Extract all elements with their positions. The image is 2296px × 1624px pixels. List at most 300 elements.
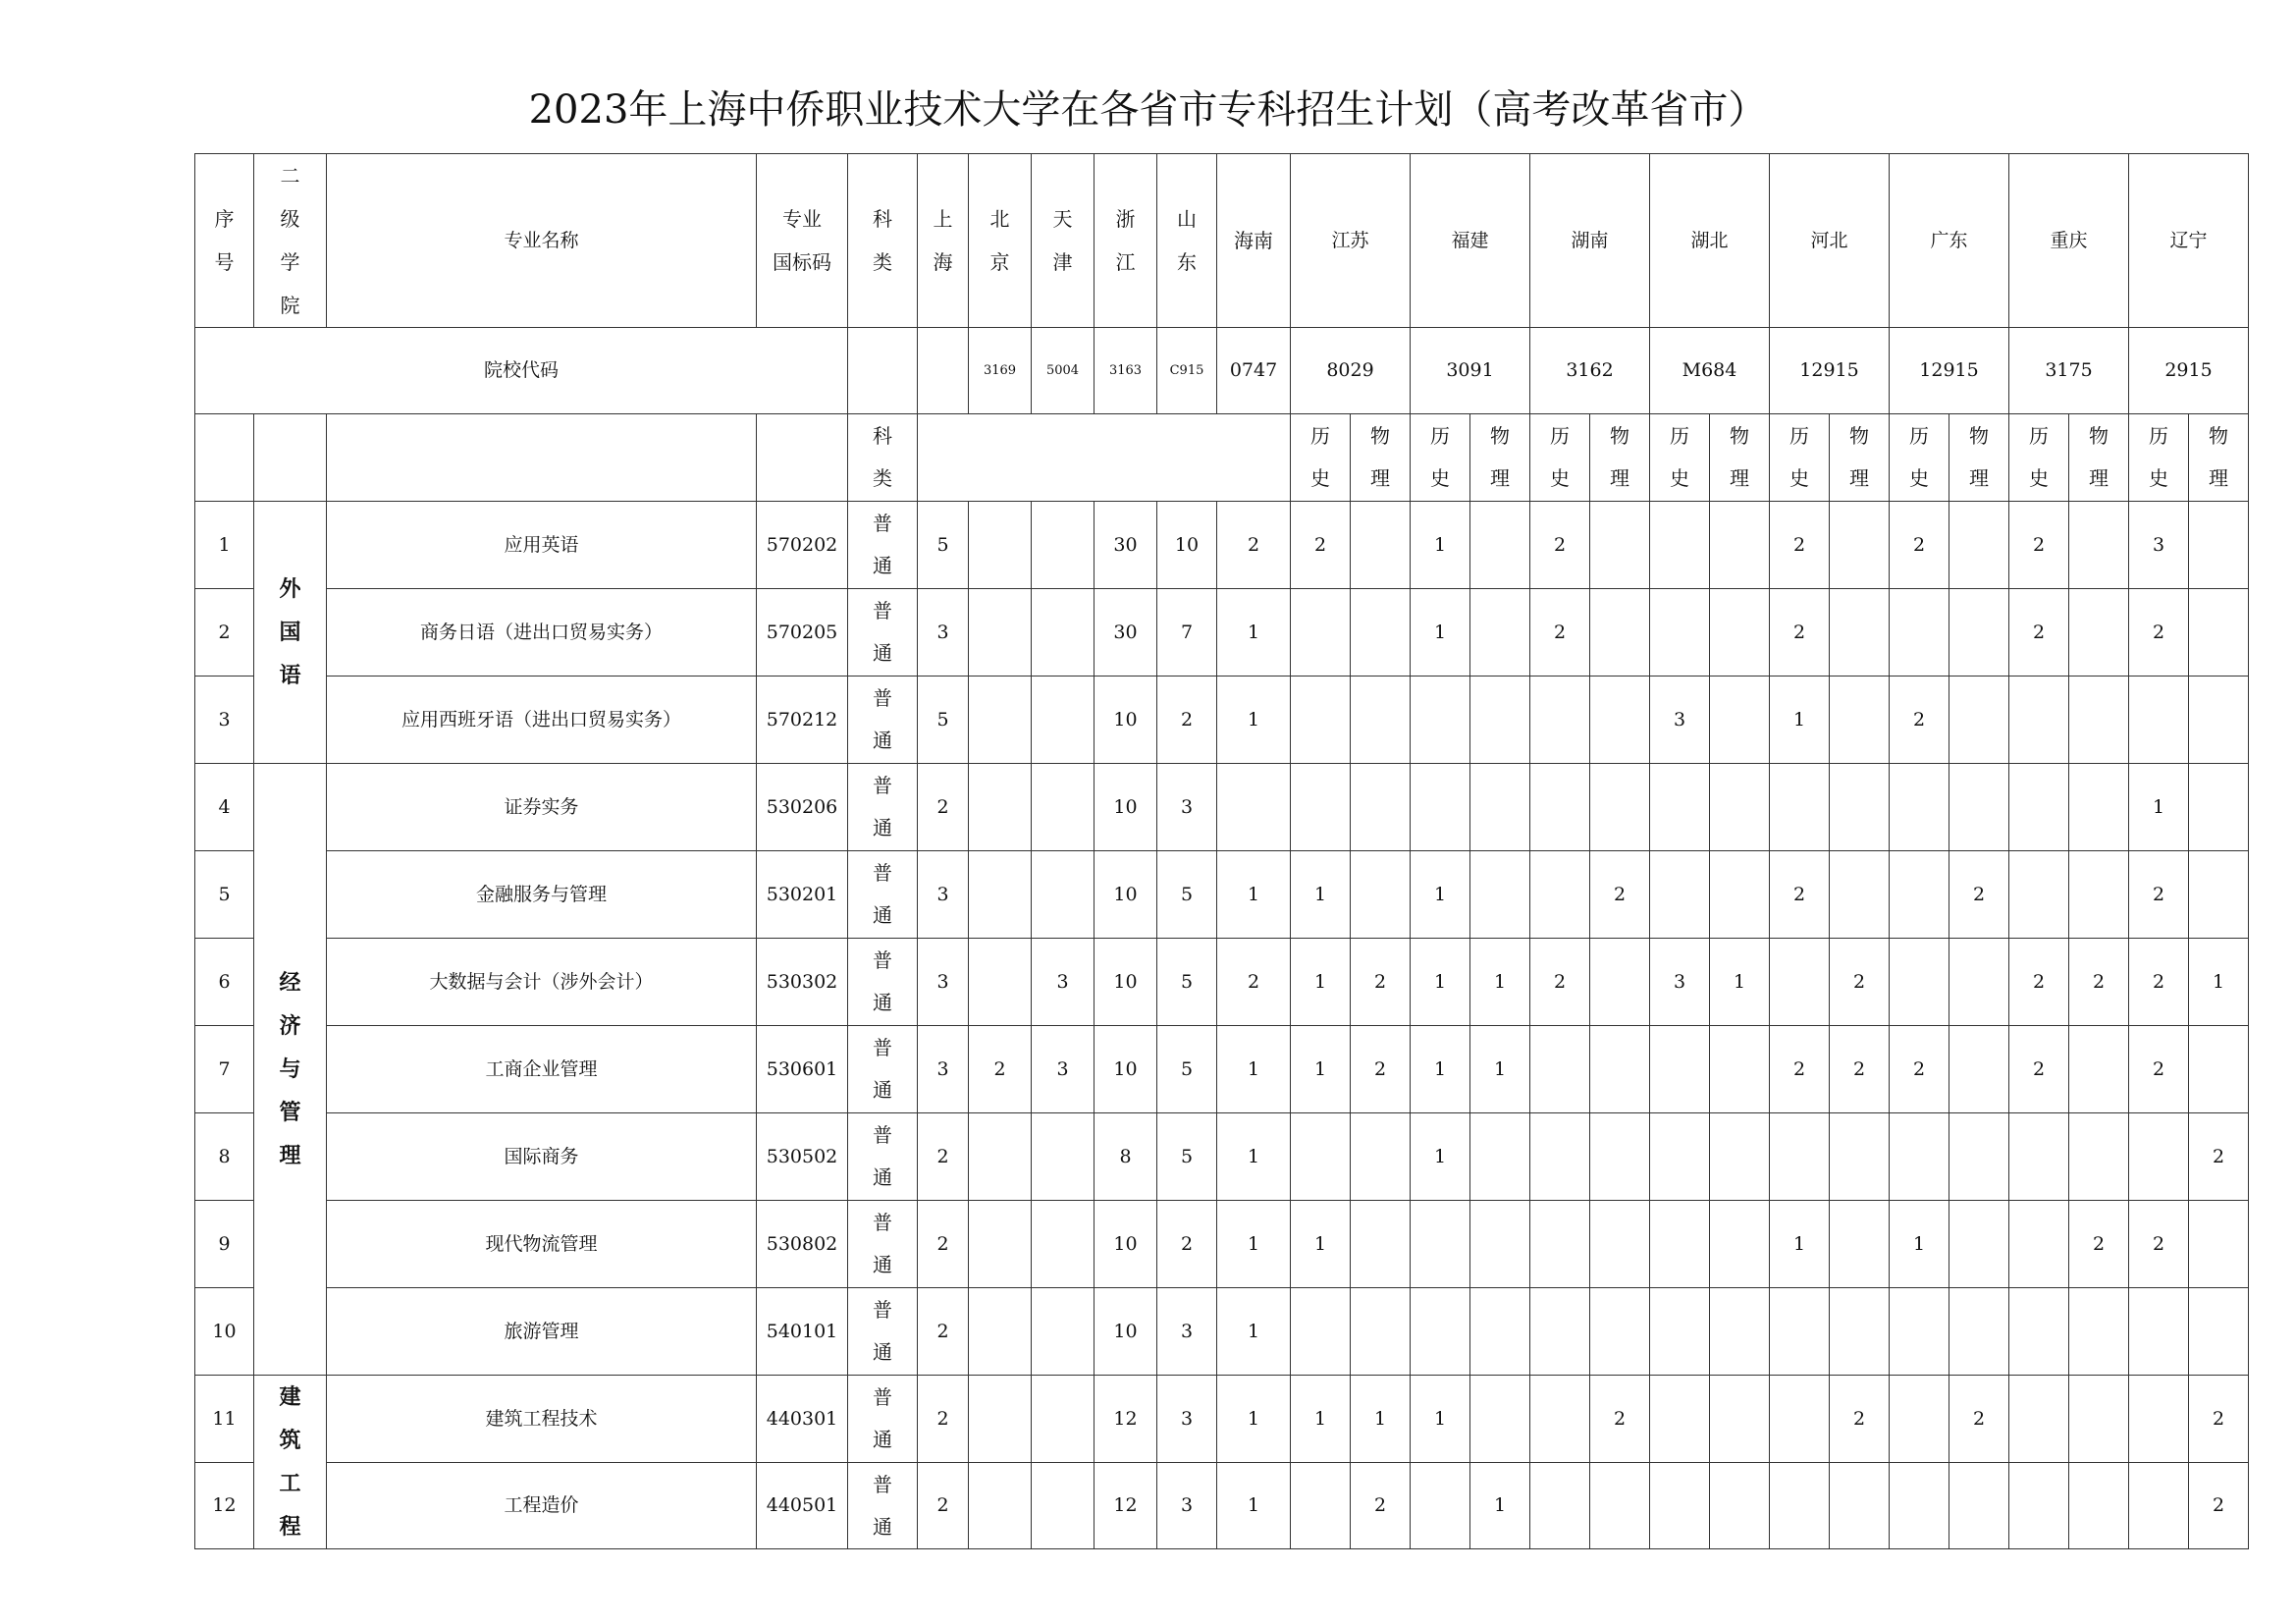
quota-cell [1770, 764, 1830, 851]
quota-cell: 2 [1351, 1463, 1411, 1549]
quota-cell [1710, 589, 1770, 677]
table-row [195, 1463, 2249, 1549]
header-province: 辽宁 [2129, 154, 2249, 328]
quota-cell [1949, 939, 2009, 1026]
school-code: 3163 [1095, 328, 1157, 414]
quota-cell: 3 [918, 851, 969, 939]
quota-cell [1890, 1376, 1949, 1463]
quota-cell [1032, 851, 1095, 939]
quota-cell [1032, 1288, 1095, 1376]
quota-cell [1770, 939, 1830, 1026]
quota-cell [2129, 1288, 2189, 1376]
school-code-cell [848, 328, 918, 414]
header-history: 历 史 [1291, 414, 1351, 502]
quota-cell [1351, 1288, 1411, 1376]
quota-cell: 12 [1095, 1376, 1157, 1463]
quota-cell [1830, 589, 1890, 677]
quota-cell [2009, 851, 2069, 939]
row-number: 10 [195, 1288, 254, 1376]
header-physics: 物 理 [1949, 414, 2009, 502]
quota-cell [1770, 1463, 1830, 1549]
quota-cell [1830, 502, 1890, 589]
header-major: 专业名称 [327, 154, 757, 328]
major-name: 应用英语 [327, 502, 757, 589]
row-number: 8 [195, 1113, 254, 1201]
row-number: 6 [195, 939, 254, 1026]
quota-cell: 2 [918, 1113, 969, 1201]
school-code: 12915 [1890, 328, 2009, 414]
quota-cell: 2 [1830, 1026, 1890, 1113]
row-number: 2 [195, 589, 254, 677]
header-college: 二 级 学 院 [254, 154, 327, 328]
quota-cell: 2 [918, 1463, 969, 1549]
quota-cell [2069, 1463, 2129, 1549]
school-code: 3175 [2009, 328, 2129, 414]
major-code: 530302 [757, 939, 848, 1026]
header-history: 历 史 [2009, 414, 2069, 502]
table-row [195, 1376, 2249, 1463]
quota-cell: 2 [1157, 1201, 1217, 1288]
quota-cell: 1 [1411, 589, 1470, 677]
quota-cell: 2 [1770, 589, 1830, 677]
quota-cell: 2 [2129, 1026, 2189, 1113]
quota-cell: 2 [1830, 939, 1890, 1026]
quota-cell [2069, 589, 2129, 677]
quota-cell [1710, 764, 1770, 851]
quota-cell [1470, 1113, 1530, 1201]
quota-cell: 3 [1157, 1376, 1217, 1463]
quota-cell [1291, 1113, 1351, 1201]
blank-cell [254, 414, 327, 502]
header-physics: 物 理 [1470, 414, 1530, 502]
header-history: 历 史 [1530, 414, 1590, 502]
quota-cell [1470, 677, 1530, 764]
quota-cell: 2 [2009, 502, 2069, 589]
major-name: 建筑工程技术 [327, 1376, 757, 1463]
major-name: 金融服务与管理 [327, 851, 757, 939]
quota-cell [1890, 939, 1949, 1026]
quota-cell: 1 [1770, 677, 1830, 764]
quota-cell: 12 [1095, 1463, 1157, 1549]
quota-cell [1032, 502, 1095, 589]
category: 普 通 [848, 677, 918, 764]
table-row [195, 764, 2249, 851]
quota-cell [2009, 677, 2069, 764]
quota-cell: 5 [1157, 851, 1217, 939]
quota-cell [1351, 502, 1411, 589]
major-name: 应用西班牙语（进出口贸易实务） [327, 677, 757, 764]
quota-cell: 5 [1157, 1113, 1217, 1201]
quota-cell: 2 [1530, 502, 1590, 589]
quota-cell: 10 [1095, 939, 1157, 1026]
quota-cell [1470, 1288, 1530, 1376]
quota-cell [1351, 589, 1411, 677]
quota-cell [2129, 1463, 2189, 1549]
quota-cell: 1 [1217, 1026, 1291, 1113]
header-physics: 物 理 [2069, 414, 2129, 502]
header-province: 河北 [1770, 154, 1890, 328]
quota-cell: 3 [1157, 1463, 1217, 1549]
quota-cell: 1 [1217, 851, 1291, 939]
quota-cell [2009, 1113, 2069, 1201]
header-province: 天 津 [1032, 154, 1095, 328]
quota-cell [2189, 677, 2249, 764]
quota-cell [1530, 764, 1590, 851]
major-code: 530802 [757, 1201, 848, 1288]
quota-cell [1710, 1201, 1770, 1288]
quota-cell [1830, 851, 1890, 939]
major-name: 证券实务 [327, 764, 757, 851]
quota-cell: 2 [1770, 851, 1830, 939]
quota-cell [1770, 1288, 1830, 1376]
quota-cell: 2 [2069, 1201, 2129, 1288]
quota-cell [1470, 764, 1530, 851]
quota-cell: 2 [2129, 1201, 2189, 1288]
major-code: 570202 [757, 502, 848, 589]
quota-cell: 1 [1411, 502, 1470, 589]
quota-cell [1032, 1201, 1095, 1288]
quota-cell: 1 [1351, 1376, 1411, 1463]
quota-cell [1590, 764, 1650, 851]
quota-cell [1530, 677, 1590, 764]
school-code: 3162 [1530, 328, 1650, 414]
quota-cell [1949, 1463, 2009, 1549]
quota-cell: 7 [1157, 589, 1217, 677]
quota-cell [1411, 764, 1470, 851]
quota-cell [1530, 1376, 1590, 1463]
quota-cell: 2 [1351, 1026, 1411, 1113]
quota-cell: 1 [1217, 589, 1291, 677]
quota-cell [1530, 1463, 1590, 1549]
quota-cell [969, 589, 1032, 677]
table-row [195, 939, 2249, 1026]
quota-cell [1650, 1288, 1710, 1376]
quota-cell [1710, 1026, 1770, 1113]
quota-cell [1710, 851, 1770, 939]
header-physics: 物 理 [1830, 414, 1890, 502]
quota-cell: 3 [1650, 939, 1710, 1026]
quota-cell [2069, 764, 2129, 851]
quota-cell [2009, 764, 2069, 851]
blank-cell [327, 414, 757, 502]
quota-cell: 2 [2129, 939, 2189, 1026]
quota-cell [1590, 1463, 1650, 1549]
school-code: C915 [1157, 328, 1217, 414]
quota-cell [1590, 1201, 1650, 1288]
quota-cell: 2 [1157, 677, 1217, 764]
quota-cell [1650, 764, 1710, 851]
quota-cell [1291, 1463, 1351, 1549]
quota-cell: 2 [2069, 939, 2129, 1026]
quota-cell: 2 [1949, 851, 2009, 939]
quota-cell: 1 [1411, 1376, 1470, 1463]
quota-cell: 2 [918, 1288, 969, 1376]
quota-cell: 3 [918, 1026, 969, 1113]
quota-cell [1032, 589, 1095, 677]
major-code: 530502 [757, 1113, 848, 1201]
quota-cell [2189, 851, 2249, 939]
quota-cell [969, 1288, 1032, 1376]
quota-cell [1032, 1113, 1095, 1201]
major-name: 工程造价 [327, 1463, 757, 1549]
quota-cell [1411, 1288, 1470, 1376]
quota-cell: 2 [918, 764, 969, 851]
quota-cell: 2 [969, 1026, 1032, 1113]
major-name: 旅游管理 [327, 1288, 757, 1376]
quota-cell: 1 [1217, 1201, 1291, 1288]
quota-cell [2069, 502, 2129, 589]
school-code: M684 [1650, 328, 1770, 414]
quota-cell [1710, 1376, 1770, 1463]
quota-cell [2189, 764, 2249, 851]
quota-cell [969, 1113, 1032, 1201]
quota-cell [1217, 764, 1291, 851]
header-province: 福建 [1411, 154, 1530, 328]
major-code: 570212 [757, 677, 848, 764]
quota-cell [2189, 589, 2249, 677]
quota-cell [1949, 502, 2009, 589]
quota-cell [1032, 677, 1095, 764]
quota-cell [1710, 1288, 1770, 1376]
quota-cell [1351, 851, 1411, 939]
quota-cell [2009, 1463, 2069, 1549]
quota-cell: 3 [2129, 502, 2189, 589]
table-row [195, 677, 2249, 764]
row-number: 5 [195, 851, 254, 939]
quota-cell [969, 502, 1032, 589]
quota-cell: 2 [2189, 1463, 2249, 1549]
quota-cell [1590, 677, 1650, 764]
major-name: 工商企业管理 [327, 1026, 757, 1113]
quota-cell [2189, 1201, 2249, 1288]
quota-cell: 10 [1095, 677, 1157, 764]
quota-cell [1830, 764, 1890, 851]
quota-cell [1351, 764, 1411, 851]
quota-cell [1710, 677, 1770, 764]
quota-cell [1411, 1463, 1470, 1549]
quota-cell [1949, 1288, 2009, 1376]
quota-cell [1291, 589, 1351, 677]
quota-cell [1411, 1201, 1470, 1288]
quota-cell [1710, 502, 1770, 589]
header-history: 历 史 [1890, 414, 1949, 502]
quota-cell [1351, 1201, 1411, 1288]
header-code: 专业 国标码 [757, 154, 848, 328]
quota-cell [1830, 1201, 1890, 1288]
quota-cell: 2 [1351, 939, 1411, 1026]
quota-cell: 30 [1095, 502, 1157, 589]
category: 普 通 [848, 589, 918, 677]
quota-cell [2069, 1026, 2129, 1113]
quota-cell: 2 [918, 1376, 969, 1463]
header-seq: 序 号 [195, 154, 254, 328]
quota-cell: 3 [1157, 764, 1217, 851]
quota-cell [1710, 1113, 1770, 1201]
quota-cell [2009, 1201, 2069, 1288]
quota-cell: 2 [1770, 1026, 1830, 1113]
quota-cell [1890, 1113, 1949, 1201]
college-foreign-languages: 外 国 语 [254, 502, 327, 764]
quota-cell: 5 [918, 502, 969, 589]
quota-cell [2069, 677, 2129, 764]
quota-cell [2069, 1113, 2129, 1201]
quota-cell: 1 [1217, 1463, 1291, 1549]
row-number: 12 [195, 1463, 254, 1549]
header-physics: 物 理 [1710, 414, 1770, 502]
quota-cell: 2 [1530, 589, 1590, 677]
quota-cell: 10 [1095, 1026, 1157, 1113]
school-code: 12915 [1770, 328, 1890, 414]
quota-cell [1710, 1463, 1770, 1549]
quota-cell: 1 [1217, 1288, 1291, 1376]
header-history: 历 史 [2129, 414, 2189, 502]
quota-cell [1890, 1288, 1949, 1376]
major-name: 现代物流管理 [327, 1201, 757, 1288]
header-category: 科 类 [848, 154, 918, 328]
quota-cell [1530, 1201, 1590, 1288]
header-province: 海南 [1217, 154, 1291, 328]
quota-cell: 3 [918, 589, 969, 677]
quota-cell [1470, 589, 1530, 677]
quota-cell [1949, 764, 2009, 851]
quota-cell [1032, 764, 1095, 851]
quota-cell [1650, 502, 1710, 589]
quota-cell [1032, 1376, 1095, 1463]
category: 普 通 [848, 1463, 918, 1549]
quota-cell [2129, 677, 2189, 764]
quota-cell [1890, 1463, 1949, 1549]
enrollment-plan-table [194, 153, 2249, 1549]
quota-cell: 2 [1590, 1376, 1650, 1463]
quota-cell: 1 [1770, 1201, 1830, 1288]
header-province: 山 东 [1157, 154, 1217, 328]
quota-cell [1291, 677, 1351, 764]
quota-cell: 10 [1095, 1201, 1157, 1288]
quota-cell [2189, 1026, 2249, 1113]
quota-cell: 8 [1095, 1113, 1157, 1201]
quota-cell: 1 [2189, 939, 2249, 1026]
college-economics-management: 经 济 与 管 理 [254, 764, 327, 1376]
quota-cell: 30 [1095, 589, 1157, 677]
major-code: 440501 [757, 1463, 848, 1549]
quota-cell: 1 [1291, 1026, 1351, 1113]
quota-cell: 2 [1890, 502, 1949, 589]
category: 普 通 [848, 502, 918, 589]
quota-cell: 3 [1157, 1288, 1217, 1376]
header-province: 重庆 [2009, 154, 2129, 328]
quota-cell: 2 [1530, 939, 1590, 1026]
quota-cell [1830, 677, 1890, 764]
quota-cell: 10 [1095, 851, 1157, 939]
quota-cell: 2 [2129, 589, 2189, 677]
quota-cell [969, 1376, 1032, 1463]
quota-cell: 1 [1217, 677, 1291, 764]
quota-cell [1590, 589, 1650, 677]
quota-cell: 1 [1411, 851, 1470, 939]
quota-cell: 1 [1411, 1026, 1470, 1113]
quota-cell [1590, 1288, 1650, 1376]
quota-cell: 1 [1411, 939, 1470, 1026]
table-row [195, 1288, 2249, 1376]
quota-cell [1590, 939, 1650, 1026]
quota-cell [1650, 1376, 1710, 1463]
quota-cell: 1 [1291, 851, 1351, 939]
quota-cell [2189, 1288, 2249, 1376]
table-row [195, 851, 2249, 939]
quota-cell: 1 [1217, 1113, 1291, 1201]
quota-cell [969, 939, 1032, 1026]
school-code: 3091 [1411, 328, 1530, 414]
quota-cell [1770, 1376, 1830, 1463]
school-code: 3169 [969, 328, 1032, 414]
quota-cell: 1 [1291, 939, 1351, 1026]
quota-cell [1032, 1463, 1095, 1549]
quota-cell [1411, 677, 1470, 764]
header-history: 历 史 [1770, 414, 1830, 502]
row-number: 11 [195, 1376, 254, 1463]
quota-cell [1351, 1113, 1411, 1201]
major-code: 530201 [757, 851, 848, 939]
quota-cell: 1 [1291, 1201, 1351, 1288]
quota-cell [969, 1201, 1032, 1288]
category: 普 通 [848, 1113, 918, 1201]
quota-cell: 10 [1157, 502, 1217, 589]
table-row [195, 1113, 2249, 1201]
quota-cell: 2 [1217, 502, 1291, 589]
quota-cell [1530, 1288, 1590, 1376]
quota-cell [1890, 764, 1949, 851]
category: 普 通 [848, 1288, 918, 1376]
row-number: 1 [195, 502, 254, 589]
school-code [918, 328, 969, 414]
quota-cell [2009, 1376, 2069, 1463]
category: 普 通 [848, 1201, 918, 1288]
school-code: 5004 [1032, 328, 1095, 414]
quota-cell [2069, 1376, 2129, 1463]
header-province: 广东 [1890, 154, 2009, 328]
quota-cell [1650, 589, 1710, 677]
quota-cell [1949, 1113, 2009, 1201]
quota-cell: 1 [1470, 1026, 1530, 1113]
row-number: 4 [195, 764, 254, 851]
table-row [195, 1201, 2249, 1288]
row-number: 3 [195, 677, 254, 764]
quota-cell [1590, 1113, 1650, 1201]
quota-cell [1949, 677, 2009, 764]
school-code: 2915 [2129, 328, 2249, 414]
category: 普 通 [848, 1376, 918, 1463]
header-province: 北 京 [969, 154, 1032, 328]
quota-cell [1949, 1026, 2009, 1113]
quota-cell [2069, 851, 2129, 939]
table-row [195, 589, 2249, 677]
header-history: 历 史 [1411, 414, 1470, 502]
quota-cell: 1 [1470, 939, 1530, 1026]
quota-cell [1351, 677, 1411, 764]
blank-cell [918, 414, 1291, 502]
quota-cell: 2 [1291, 502, 1351, 589]
quota-cell: 2 [1830, 1376, 1890, 1463]
quota-cell [1949, 1201, 2009, 1288]
quota-cell: 2 [1890, 677, 1949, 764]
page-title: 2023年上海中侨职业技术大学在各省市专科招生计划（高考改革省市） [528, 87, 1768, 133]
quota-cell [1291, 1288, 1351, 1376]
quota-cell [1291, 764, 1351, 851]
quota-cell: 2 [918, 1201, 969, 1288]
quota-cell [1590, 502, 1650, 589]
quota-cell: 10 [1095, 764, 1157, 851]
quota-cell: 1 [2129, 764, 2189, 851]
